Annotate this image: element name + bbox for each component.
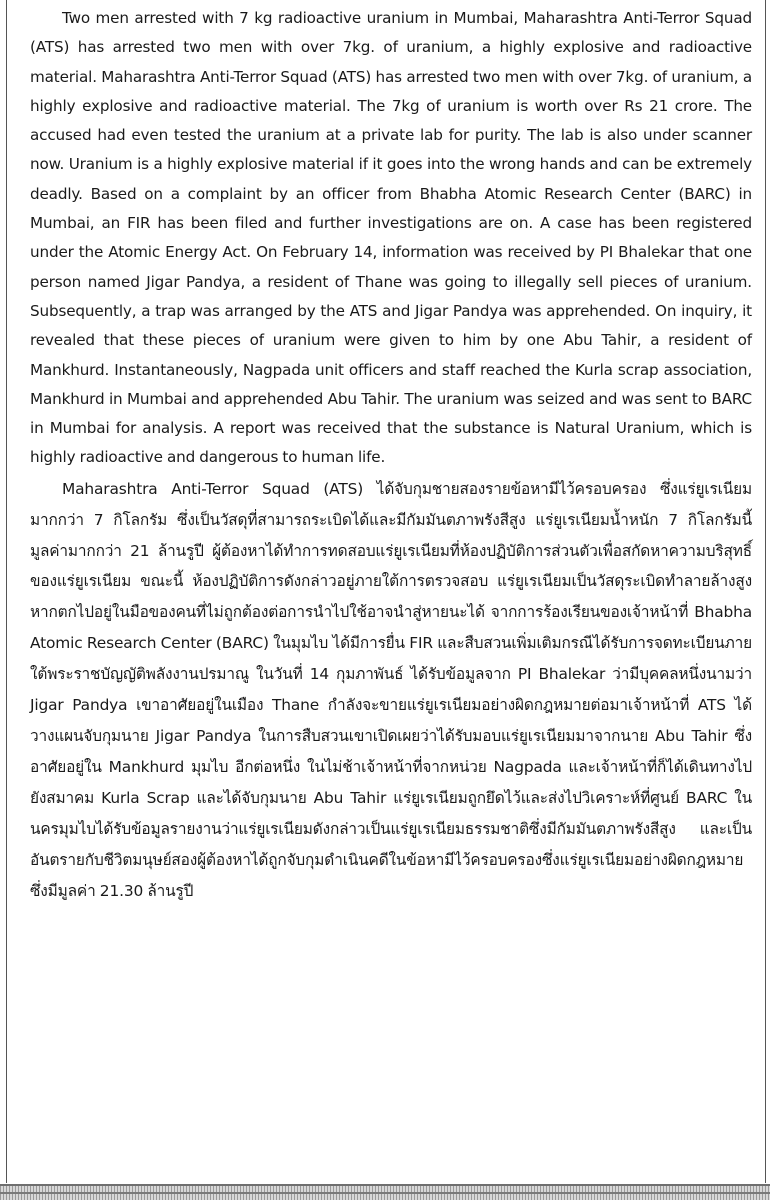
news-article [30, 4, 752, 906]
article-paragraph-english: Two men arrested with 7 kg radioactive uranium in Mumbai, Maharashtra Anti-Terror Squad (ATS) has arrested two men with over 7kg. of uranium, a highly explosive and radioactive material. Maharashtra Anti-Terror Squad (ATS) has arrested two men with over 7kg. of uranium, a highly explosive and radioactive material. The 7kg of uranium is worth over Rs 21 crore. The accused had even tested the uranium at a private lab for purity. The lab is also under scanner now. Uranium is a highly explosive material if it goes into the wrong hands and can be extremely deadly. Based on a complaint by an officer from Bhabha Atomic Research Center (BARC) in Mumbai, an FIR has been filed and further investigations are on. A case has been registered under the Atomic Energy Act. On February 14, information was received by PI Bhalekar that one person named Jigar Pandya, a resident of Thane was going to illegally sell pieces of uranium. Subsequently, a trap was arranged by the ATS and Jigar Pandya was apprehended. On inquiry, it revealed that these pieces of uranium were given to him by one Abu Tahir, a resident of Mankhurd. Instantaneously, Nagpada unit officers and staff reached the Kurla scrap association, Mankhurd in Mumbai and apprehended Abu Tahir. The uranium was seized and was sent to BARC in Mumbai for analysis. A report was received that the substance is Natural Uranium, which is highly radioactive and dangerous to human life. [30, 9, 752, 467]
page-frame-right-border [765, 0, 766, 1183]
page-frame-left-border [6, 0, 7, 1183]
page-footer-rule [0, 1192, 770, 1194]
article-paragraph-thai: Maharashtra Anti-Terror Squad (ATS) ได้จับกุมชายสองรายข้อหามีไว้ครอบครอง ซึ่งแร่ยูเรเนียมมากกว่า 7 กิโลกรัม ซึ่งเป็นวัสดุที่สามารถระเบิดได้และมีกัมมันตภาพรังสีสูง แร่ยูเรเนียมน้ำหนัก 7 กิโลกรัมนี้ มูลค่ามากกว่า 21 ล้านรูปี ผู้ต้องหาได้ทำการทดสอบแร่ยูเรเนียมที่ห้องปฏิบัติการส่วนตัวเพื่อสกัดหาความบริสุทธิ์ของแร่ยูเรเนียม ขณะนี้ ห้องปฏิบัติการดังกล่าวอยู่ภายใต้การตรวจสอบ แร่ยูเรเนียมเป็นวัสดุระเบิดทำลายล้างสูง หากตกไปอยู่ในมือของคนที่ไม่ถูกต้องต่อการนำไปใช้อาจนำสู่หายนะได้ จากการร้องเรียนของเจ้าหน้าที่ Bhabha Atomic Research Center (BARC) ในมุมไบ ได้มีการยื่น FIR และสืบสวนเพิ่มเติมกรณีได้รับการจดทะเบียนภายใต้พระราชบัญญัติพลังงานปรมาณู ในวันที่ 14 กุมภาพันธ์ ได้รับข้อมูลจาก PI Bhalekar ว่ามีบุคคลหนึ่งนามว่า Jigar Pandya เขาอาศัยอยู่ในเมือง Thane กำลังจะขายแร่ยูเรเนียมอย่างผิดกฎหมายต่อมาเจ้าหน้าที่ ATS ได้วางแผนจับกุมนาย Jigar Pandya ในการสืบสวนเขาเปิดเผยว่าได้รับมอบแร่ยูเรเนียมมาจากนาย Abu Tahir ซึ่งอาศัยอยู่ใน Mankhurd มุมไบ อีกต่อหนึ่ง ในไม่ช้าเจ้าหน้าที่จากหน่วย Nagpada และเจ้าหน้าที่ก็ได้เดินทางไปยังสมาคม Kurla Scrap และได้จับกุมนาย Abu Tahir แร่ยูเรเนียมถูกยึดไว้และส่งไปวิเคราะห์ที่ศูนย์ BARC ในนครมุมไบได้รับข้อมูลรายงานว่าแร่ยูเรเนียมดังกล่าวเป็นแร่ยูเรเนียมธรรมชาติซึ่งมีกัมมันตภาพรังสีสูง และเป็นอันตรายกับชีวิตมนุษย์สองผู้ต้องหาได้ถูกจับกุมดำเนินคดีในข้อหามีไว้ครอบครองซึ่งแร่ยูเรเนียมอย่างผิดกฎหมายซึ่งมีมูลค่า 21.30 ล้านรูปี [30, 479, 752, 900]
